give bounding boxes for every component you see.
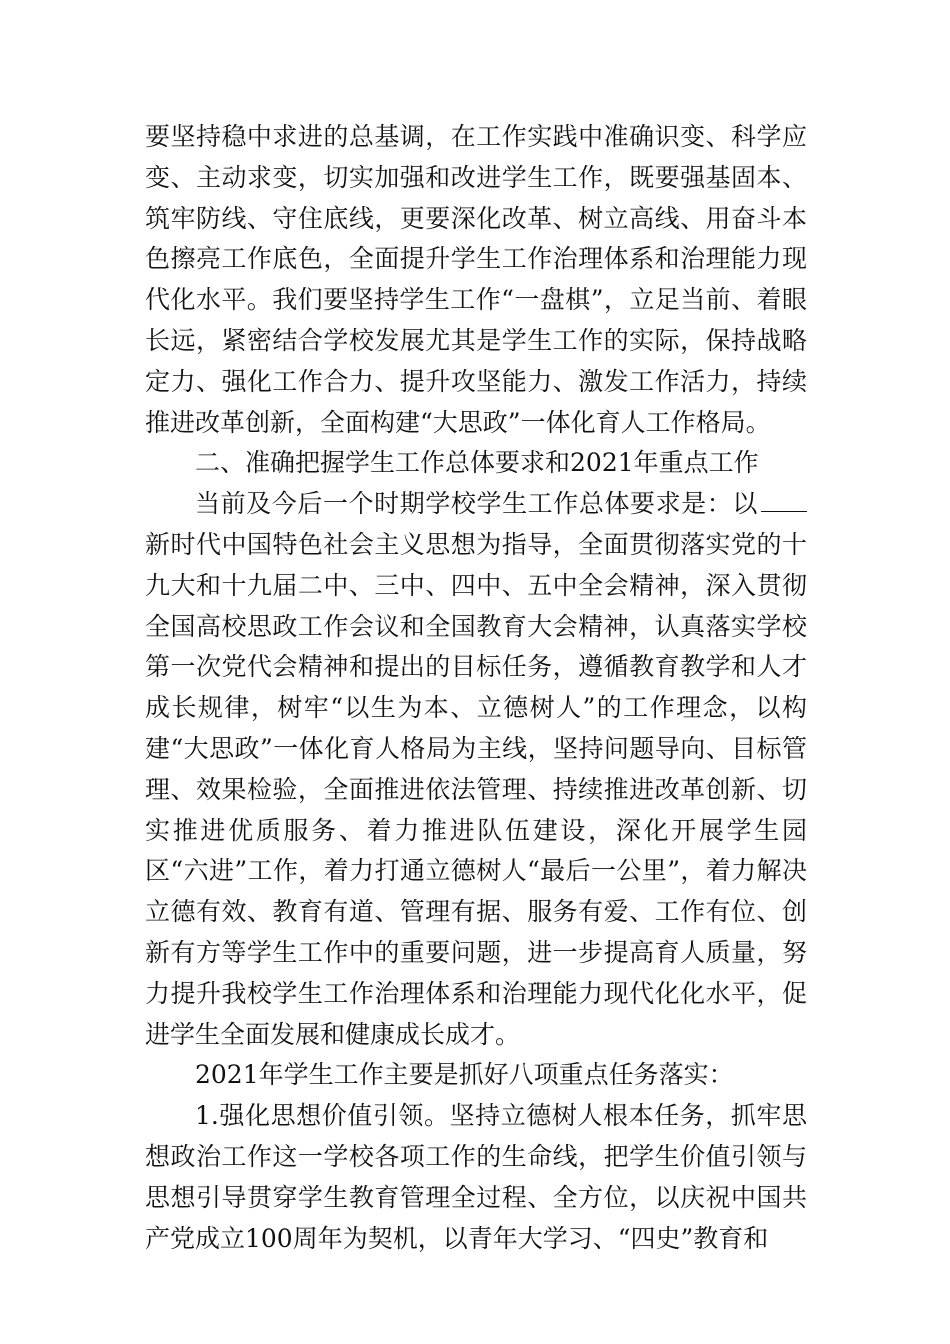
section-heading-2: 二、准确把握学生工作总体要求和2021年重点工作 bbox=[195, 448, 759, 478]
requirements-body: 新时代中国特色社会主义思想为指导，全面贯彻落实党的十九大和十九届二中、三中、四中、五中全会精神，深入贯彻全国高校思政工作会议和全国教育大会精神，认真落实学校第一次党代会精神和提出的目标任务，遵循教育教学和人才成长规律，树牢“以生为本、立德树人”的工作理念，以构建“大思政”一体化育人格局为主线，坚持问题导向、目标管理、效果检验，全面推进依法管理、持续推进改革创新、切实推进优质服务、着力推进队伍建设，深化开展学生园区“六进”工作，着力打通立德树人“最后一公里”，着力解决立德有效、教育有道、管理有据、服务有爱、工作有位、创新有方等学生工作中的重要问题，进一步提高育人质量，努力提升我校学生工作治理体系和治理能力现代化化水平，促进学生全面发展和健康成长成才。 bbox=[145, 529, 807, 1049]
paragraph-task-1: 1.强化思想价值引领。坚持立德树人根本任务，抓牢思想政治工作这一学校各项工作的生命线，把学生价值引领与思想引导贯穿学生教育管理全过程、全方位，以庆祝中国共产党成立100周年为契机，以青年大学习、“四史”教育和 bbox=[145, 1101, 807, 1253]
paragraph-key-tasks: 2021年学生工作主要是抓好八项重点任务落实： bbox=[195, 1060, 734, 1090]
requirements-lead: 当前及今后一个时期学校学生工作总体要求是：以 bbox=[195, 489, 758, 519]
paragraph-intro: 要坚持稳中求进的总基调，在工作实践中准确识变、科学应变、主动求变，切实加强和改进学生工作，既要强基固本、筑牢防线、守住底线，更要深化改革、树立高线、用奋斗本色擦亮工作底色，全面提升学生工作治理体系和治理能力现代化水平。我们要坚持学生工作“一盘棋”，立足当前、着眼长远，紧密结合学校发展尤其是学生工作的实际，保持战略定力、强化工作合力、提升攻坚能力、激发工作活力，持续推进改革创新，全面构建“大思政”一体化育人工作格局。 bbox=[145, 122, 807, 437]
paragraph-requirements bbox=[145, 484, 807, 1055]
blank-underline bbox=[761, 491, 807, 512]
document-body bbox=[145, 117, 807, 1259]
